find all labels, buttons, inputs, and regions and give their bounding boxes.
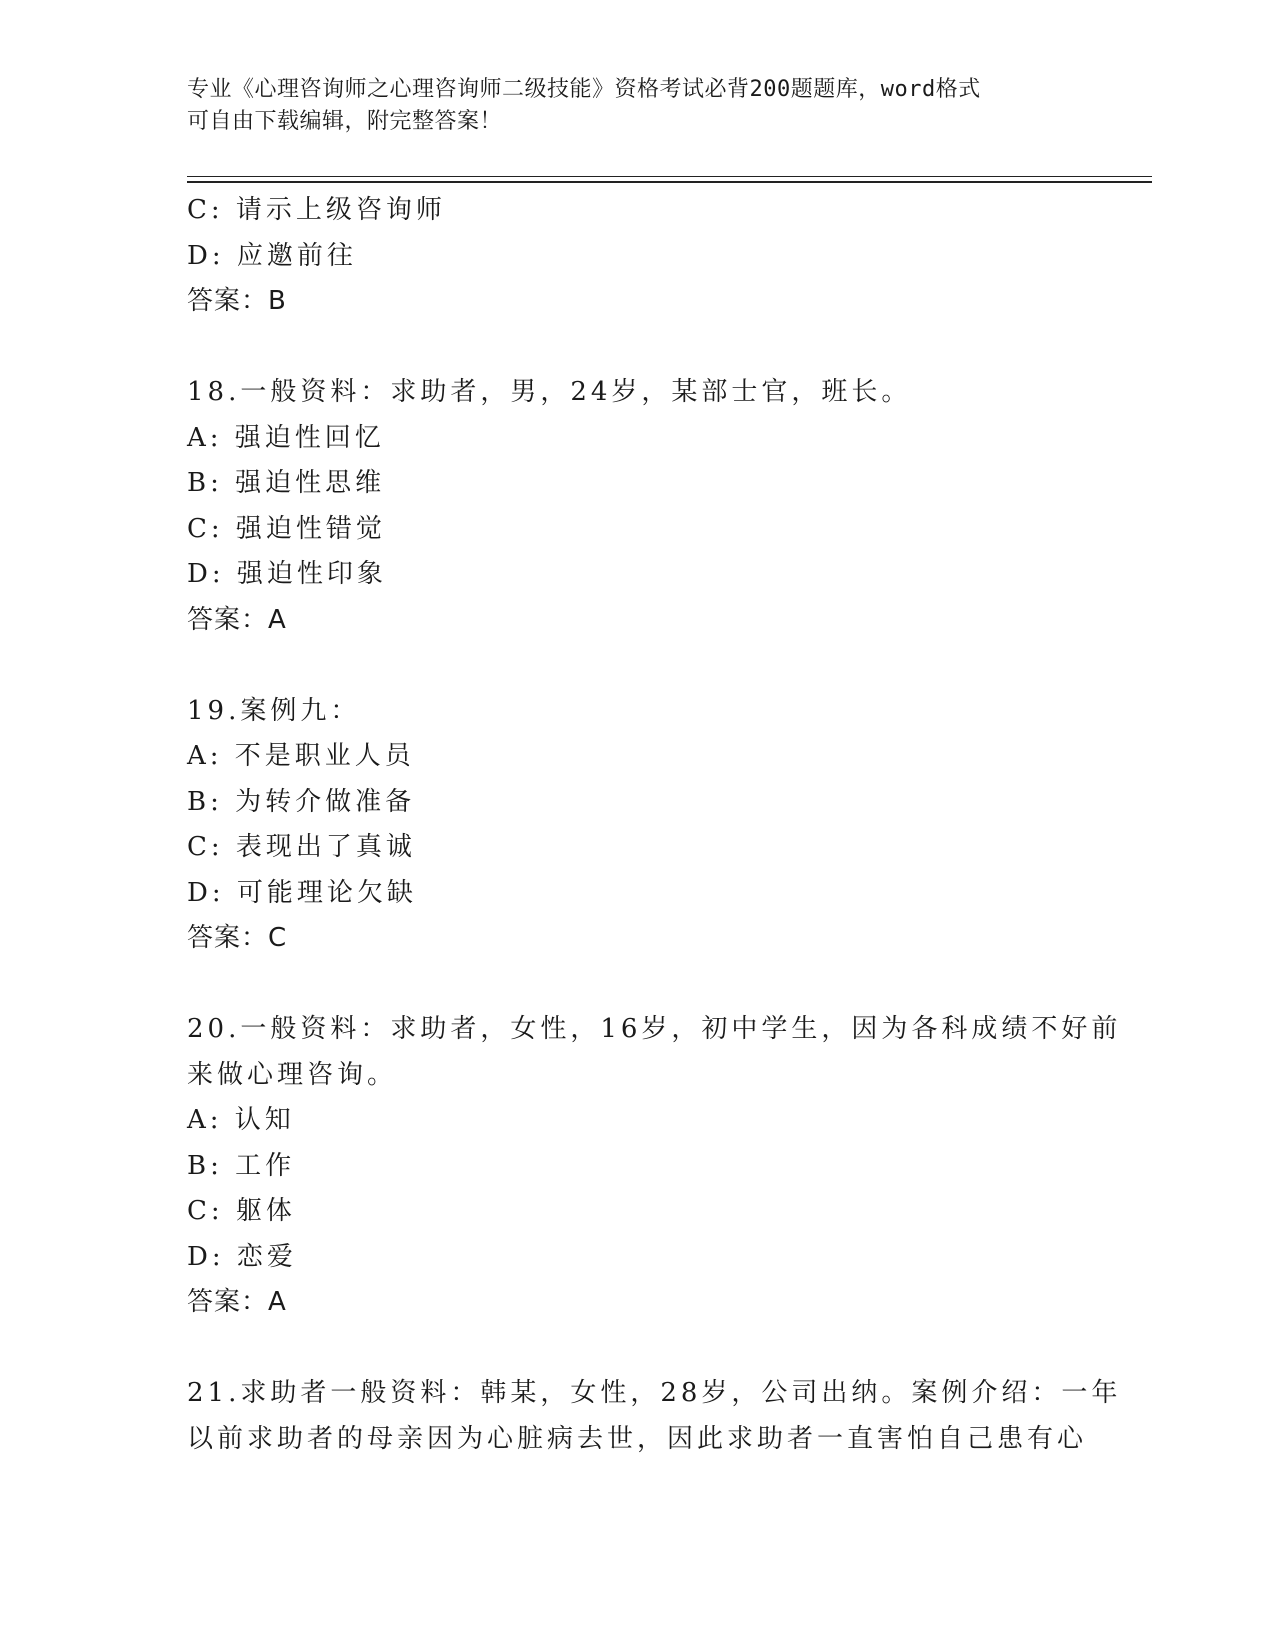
option-a: A: 强迫性回忆 (187, 422, 385, 453)
question-18 (187, 370, 1087, 643)
option-d: D: 应邀前往 (187, 240, 357, 271)
header-rule-thin (187, 176, 1152, 177)
option-d: D: 恋爱 (187, 1241, 297, 1272)
spacer (187, 643, 1087, 689)
option-d: D: 可能理论欠缺 (187, 877, 417, 908)
answer-line: 答案：C (187, 923, 288, 953)
question-20 (187, 1007, 1122, 1326)
question-19 (187, 689, 1087, 962)
answer-line: 答案：A (187, 1287, 287, 1317)
spacer (187, 1326, 1087, 1372)
question-stem-continued: 以前求助者的母亲因为心脏病去世，因此求助者一直害怕自己患有心 (187, 1423, 1088, 1454)
answer-line: 答案：A (187, 604, 287, 635)
option-b: B: 为转介做准备 (187, 786, 416, 817)
spacer (187, 325, 1087, 371)
option-a: A: 不是职业人员 (187, 741, 415, 771)
spacer (187, 962, 1087, 1008)
option-b: B: 工作 (187, 1150, 296, 1181)
document-header (187, 74, 1067, 138)
option-c: C: 强迫性错觉 (187, 513, 386, 544)
option-c: C: 躯体 (187, 1196, 296, 1226)
question-list (187, 188, 1122, 1462)
question-stem-continued: 来做心理咨询。 (187, 1059, 398, 1090)
option-d: D: 强迫性印象 (187, 559, 387, 589)
question-21 (187, 1371, 1122, 1462)
header-rule-thick (187, 181, 1152, 183)
question-stem: 19.案例九： (187, 695, 361, 726)
question-stem: 21.求助者一般资料：韩某，女性，28岁，公司出纳。案例介绍：一年 (187, 1378, 1122, 1408)
option-b: B: 强迫性思维 (187, 468, 386, 498)
answer-line: 答案：B (187, 286, 287, 316)
option-a: A: 认知 (187, 1105, 295, 1135)
option-c: C: 请示上级咨询师 (187, 195, 446, 225)
header-line-2: 可自由下载编辑，附完整答案！ (187, 109, 503, 134)
option-c: C: 表现出了真诚 (187, 832, 416, 862)
header-line-1: 专业《心理咨询师之心理咨询师二级技能》资格考试必背200题题库，word格式 (187, 77, 981, 102)
question-stem: 20.一般资料：求助者，女性，16岁，初中学生，因为各科成绩不好前 (187, 1014, 1122, 1044)
question-stem: 18.一般资料：求助者，男，24岁，某部士官，班长。 (187, 377, 912, 407)
question-17-continued (187, 188, 1087, 325)
